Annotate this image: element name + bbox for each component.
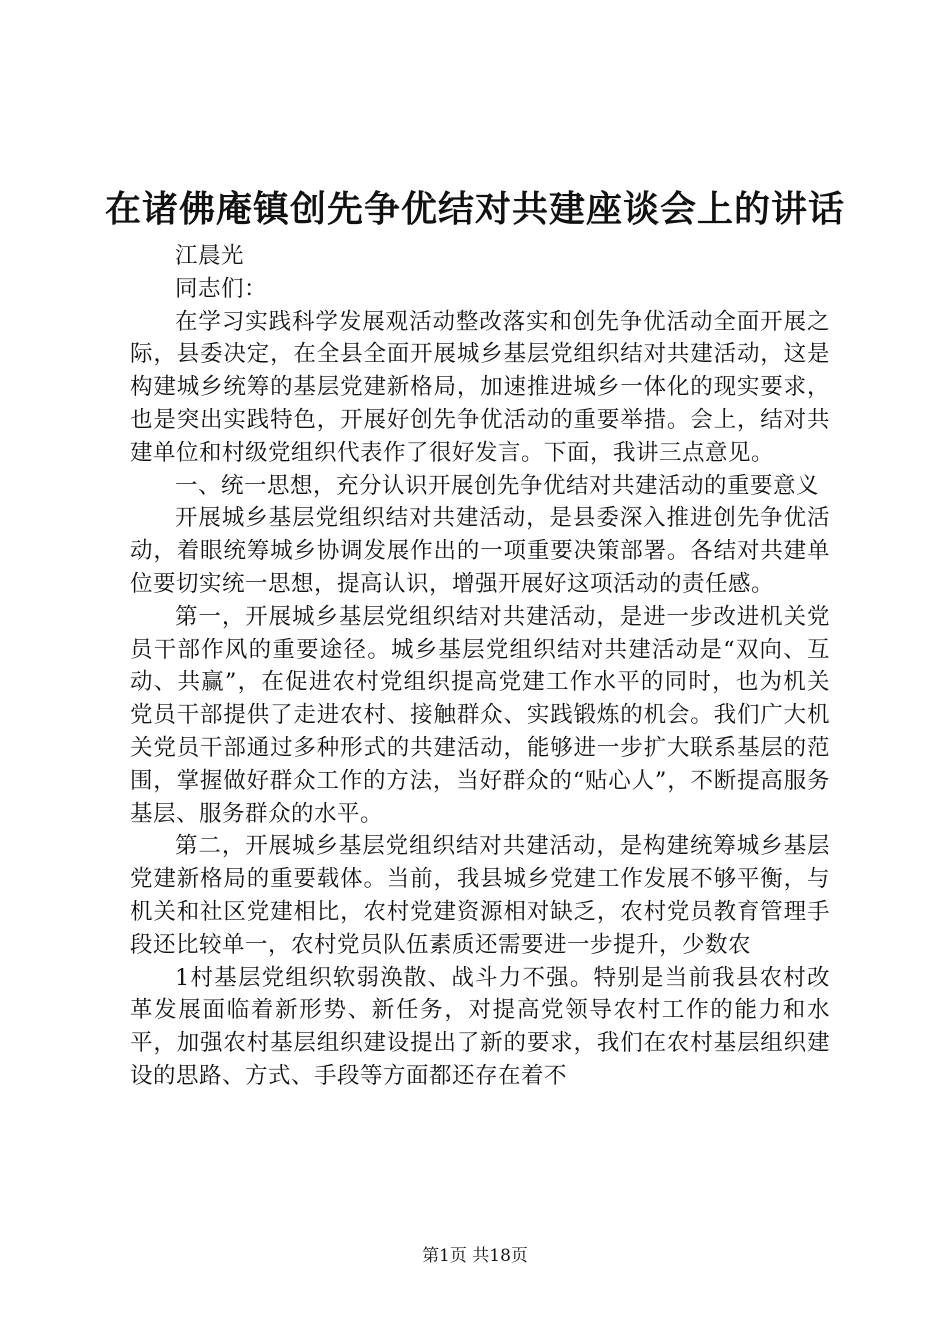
greeting-line: 同志们： [175, 275, 268, 302]
document-body [130, 240, 830, 1093]
page-number-footer: 第1页 共18页 [422, 1246, 528, 1266]
author-line: 江晨光 [175, 243, 245, 269]
paragraph-2: 第一，开展城乡基层党组织结对共建活动，是进一步改进机关党员干部作风的重要途径。城乡基层党组织结对共建活动是“双向、互动、共赢”，在促进农村党组织提高党建工作水平的同时，也为机关党员干部提供了走进农村、接触群众、实践锻炼的机会。我们广大机关党员干部通过多种形式的共建活动，能够进一步扩大联系基层的范围，掌握做好群众工作的方法，当好群众的“贴心人”，不断提高服务基层、服务群众的水平。 [130, 603, 830, 827]
paragraph-3: 第二，开展城乡基层党组织结对共建活动，是构建统筹城乡基层党建新格局的重要载体。当前，我县城乡党建工作发展不够平衡，与机关和社区党建相比，农村党建资源相对缺乏，农村党员教育管理手段还比较单一，农村党员队伍素质还需要进一步提升，少数农 [130, 833, 830, 958]
section-heading-1: 一、统一思想，充分认识开展创先争优结对共建活动的重要意义 [175, 472, 820, 499]
paragraph-4: 1村基层党组织软弱涣散、战斗力不强。特别是当前我县农村改革发展面临着新形势、新任务，对提高党领导农村工作的能力和水平，加强农村基层组织建设提出了新的要求，我们在农村基层组织建设的思路、方式、手段等方面都还存在着不 [130, 964, 830, 1089]
paragraph-intro: 在学习实践科学发展观活动整改落实和创先争优活动全面开展之际，县委决定，在全县全面开展城乡基层党组织结对共建活动，这是构建城乡统筹的基层党建新格局，加速推进城乡一体化的现实要求，也是突出实践特色，开展好创先争优活动的重要举措。会上，结对共建单位和村级党组织代表作了很好发言。下面，我讲三点意见。 [130, 308, 830, 466]
paragraph-1: 开展城乡基层党组织结对共建活动，是县委深入推进创先争优活动，着眼统筹城乡协调发展作出的一项重要决策部署。各结对共建单位要切实统一思想，提高认识，增强开展好这项活动的责任感。 [130, 505, 830, 597]
document-title: 在诸佛庵镇创先争优结对共建座谈会上的讲话 [104, 188, 845, 230]
